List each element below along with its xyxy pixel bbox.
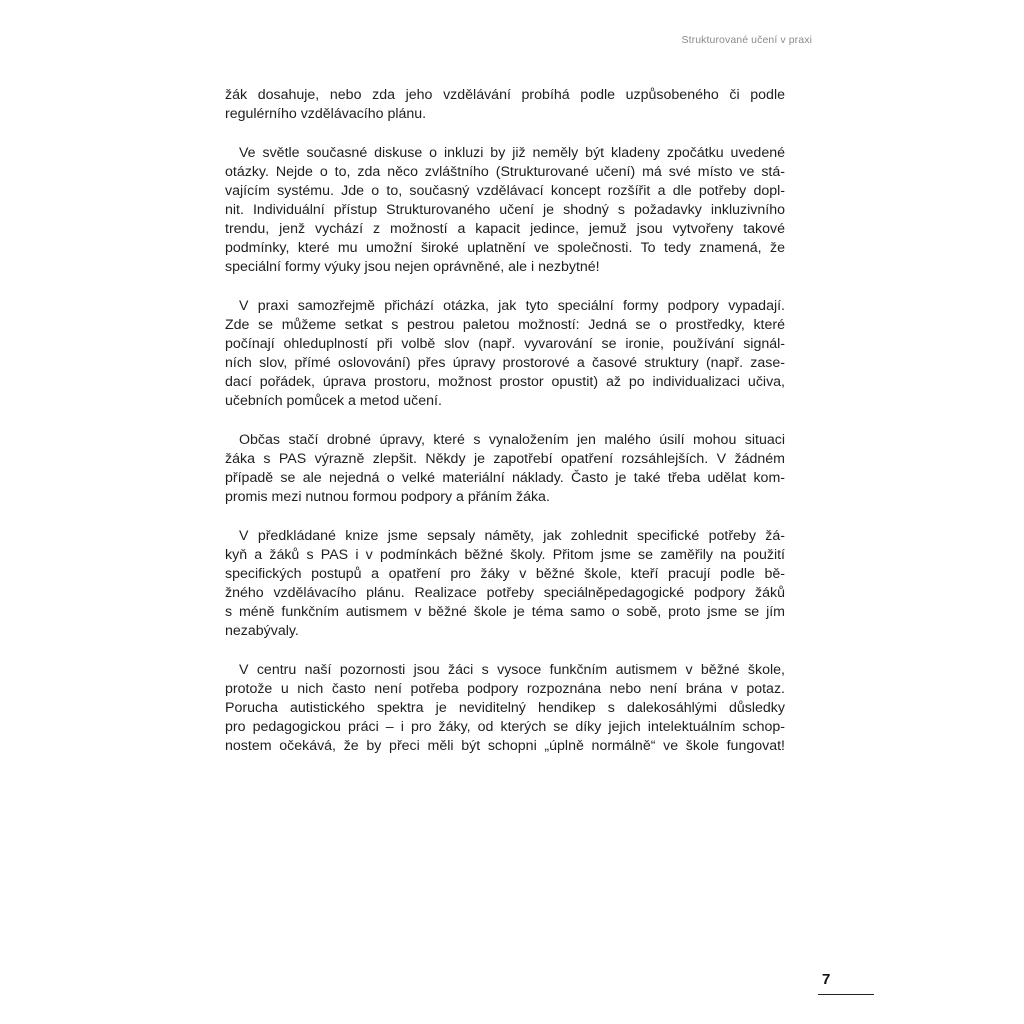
body-text xyxy=(225,86,785,776)
text-line: protože u nich často není potřeba podpory rozpoznána nebo není brána v potaz. xyxy=(225,681,785,697)
running-header: Strukturované učení v praxi xyxy=(681,34,812,46)
paragraph xyxy=(225,661,785,756)
text-line: vajícím systému. Jde o to, současný vzdělávací koncept rozšířit a dle potřeby dopl- xyxy=(225,183,785,199)
text-line: žného vzdělávacího plánu. Realizace potřeby speciálněpedagogické podpory žáků xyxy=(225,585,785,601)
paragraph xyxy=(225,86,785,124)
text-line: nostem očekává, že by přeci měli být schopni „úplně normálně“ ve škole fungovat! xyxy=(225,738,785,754)
paragraph xyxy=(225,431,785,507)
paragraph xyxy=(225,297,785,411)
paragraph xyxy=(225,527,785,641)
text-line: V centru naší pozornosti jsou žáci s vysoce funkčním autismem v běžné škole, xyxy=(239,662,785,678)
text-line: nit. Individuální přístup Strukturovaného učení je shodný s požadavky inkluzivního xyxy=(225,202,785,218)
text-line: učebních pomůcek a metod učení. xyxy=(225,393,442,409)
text-line: s méně funkčním autismem v běžné škole je téma samo o sobě, proto jsme se jím xyxy=(225,604,785,620)
text-line: nezabývaly. xyxy=(225,623,299,639)
page-number-rule xyxy=(818,994,874,995)
text-line: speciální formy výuky jsou nejen oprávněné, ale i nezbytné! xyxy=(225,259,600,275)
text-line: kyň a žáků s PAS i v podmínkách běžné školy. Přitom jsme se zaměřily na použití xyxy=(225,547,785,563)
text-line: Zde se můžeme setkat s pestrou paletou možností: Jedná se o prostředky, které xyxy=(225,317,785,333)
text-line: regulérního vzdělávacího plánu. xyxy=(225,106,427,122)
text-line: případě se ale nejedná o velké materiální náklady. Často je také třeba udělat kom- xyxy=(225,470,785,486)
text-line: ních slov, přímé oslovování) přes úpravy prostorové a časové struktury (např. zase- xyxy=(225,355,785,371)
text-line: trendu, jenž vychází z možností a kapacit jedince, jemuž jsou vytvořeny takové xyxy=(225,221,785,237)
text-line: V praxi samozřejmě přichází otázka, jak tyto speciální formy podpory vypadají. xyxy=(239,298,785,314)
text-line: Občas stačí drobné úpravy, které s vynaložením jen malého úsilí mohou situaci xyxy=(239,432,785,448)
text-line: žák dosahuje, nebo zda jeho vzdělávání probíhá podle uzpůsobeného či podle xyxy=(225,87,785,103)
text-line: V předkládané knize jsme sepsaly náměty, jak zohlednit specifické potřeby žá- xyxy=(239,528,785,544)
text-line: otázky. Nejde o to, zda něco zvláštního (Strukturované učení) má své místo ve stá- xyxy=(225,164,785,180)
paragraph xyxy=(225,144,785,277)
text-line: specifických postupů a opatření pro žáky v běžné škole, kteří pracují podle bě- xyxy=(225,566,785,582)
text-line: pro pedagogickou práci – i pro žáky, od kterých se díky jejich intelektuálním schop- xyxy=(225,719,785,735)
text-line: dací pořádek, úprava prostoru, možnost prostor opustit) až po individualizaci učiva, xyxy=(225,374,785,390)
text-line: žáka s PAS výrazně zlepšit. Někdy je zapotřebí opatření rozsáhlejších. V žádném xyxy=(225,451,785,467)
text-line: počínají ohleduplností při volbě slov (např. vyvarování se ironie, používání signál- xyxy=(225,336,785,352)
text-line: Ve světle současné diskuse o inkluzi by již neměly být kladeny zpočátku uvedené xyxy=(239,145,785,161)
text-line: Porucha autistického spektra je neviditelný hendikep s dalekosáhlými důsledky xyxy=(225,700,785,716)
page-number: 7 xyxy=(822,971,831,988)
text-line: podmínky, které mu umožní široké uplatnění ve společnosti. To tedy znamená, že xyxy=(225,240,785,256)
text-line: promis mezi nutnou formou podpory a přáním žáka. xyxy=(225,489,550,505)
